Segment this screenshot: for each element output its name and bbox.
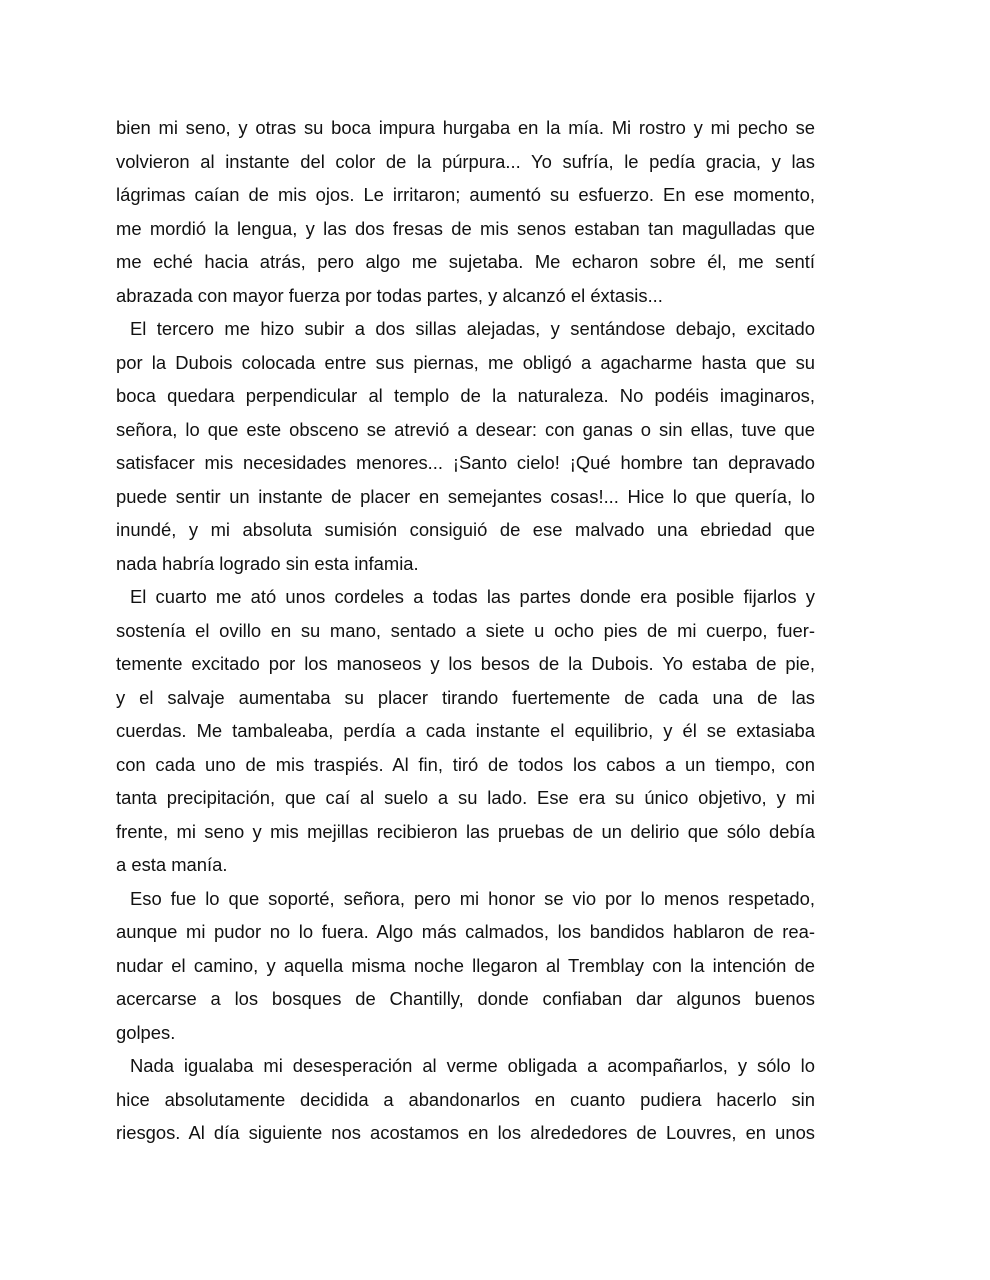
text-line: con cada uno de mis traspiés. Al fin, tiró de todos los cabos a un tiempo, con [116, 753, 815, 775]
text-line: satisfacer mis necesidades menores... ¡Santo cielo! ¡Qué hombre tan depravado [116, 452, 815, 473]
text-line: nada habría logrado sin esta infamia. [116, 552, 419, 574]
text-line: boca quedara perpendicular al templo de la naturaleza. No podéis imaginaros, [116, 385, 815, 406]
text-line: nudar el camino, y aquella misma noche llegaron al Tremblay con la intención de [116, 954, 815, 976]
text-line: tanta precipitación, que caí al suelo a su lado. Ese era su único objetivo, y mi [116, 787, 815, 808]
text-line: bien mi seno, y otras su boca impura hurgaba en la mía. Mi rostro y mi pecho se [116, 117, 815, 138]
text-line: sostenía el ovillo en su mano, sentado a siete u ocho pies de mi cuerpo, fuer- [116, 619, 815, 641]
text-line: El tercero me hizo subir a dos sillas alejadas, y sentándose debajo, excitado [130, 318, 815, 339]
paragraph-5 [116, 1049, 815, 1150]
text-line: golpes. [116, 1021, 176, 1043]
text-line: me eché hacia atrás, pero algo me sujetaba. Me echaron sobre él, me sentí [116, 251, 815, 272]
text-line: cuerdas. Me tambaleaba, perdía a cada instante el equilibrio, y él se extasiaba [116, 720, 815, 741]
paragraph-1 [116, 111, 815, 312]
text-line: abrazada con mayor fuerza por todas partes, y alcanzó el éxtasis... [116, 284, 663, 306]
text-line: acercarse a los bosques de Chantilly, donde confiaban dar algunos buenos [116, 988, 815, 1009]
text-line: Nada igualaba mi desesperación al verme obligada a acompañarlos, y sólo lo [130, 1055, 815, 1076]
text-line: frente, mi seno y mis mejillas recibieron las pruebas de un delirio que sólo debía [116, 820, 815, 842]
text-line: y el salvaje aumentaba su placer tirando fuertemente de cada una de las [116, 686, 815, 708]
text-line: aunque mi pudor no lo fuera. Algo más calmados, los bandidos hablaron de rea- [116, 921, 815, 942]
text-line: inundé, y mi absoluta sumisión consiguió de ese malvado una ebriedad que [116, 519, 815, 540]
text-line: a esta manía. [116, 854, 228, 875]
text-line: riesgos. Al día siguiente nos acostamos en los alrededores de Louvres, en unos [116, 1122, 815, 1143]
body-text [116, 111, 815, 1150]
text-line: por la Dubois colocada entre sus piernas, me obligó a agacharme hasta que su [116, 351, 815, 373]
text-line: hice absolutamente decidida a abandonarlos en cuanto pudiera hacerlo sin [116, 1088, 815, 1110]
text-line: señora, lo que este obsceno se atrevió a desear: con ganas o sin ellas, tuve que [116, 418, 815, 440]
text-line: lágrimas caían de mis ojos. Le irritaron; aumentó su esfuerzo. En ese momento, [116, 184, 815, 205]
text-line: me mordió la lengua, y las dos fresas de mis senos estaban tan magulladas que [116, 217, 815, 239]
paragraph-4 [116, 882, 815, 1050]
text-line: Eso fue lo que soporté, señora, pero mi honor se vio por lo menos respetado, [130, 887, 815, 909]
text-line: temente excitado por los manoseos y los besos de la Dubois. Yo estaba de pie, [116, 653, 815, 674]
text-line: volvieron al instante del color de la púrpura... Yo sufría, le pedía gracia, y las [116, 150, 815, 172]
paragraph-3 [116, 580, 815, 882]
text-line: El cuarto me ató unos cordeles a todas las partes donde era posible fijarlos y [130, 586, 815, 607]
text-line: puede sentir un instante de placer en semejantes cosas!... Hice lo que quería, lo [116, 485, 815, 507]
paragraph-2 [116, 312, 815, 580]
